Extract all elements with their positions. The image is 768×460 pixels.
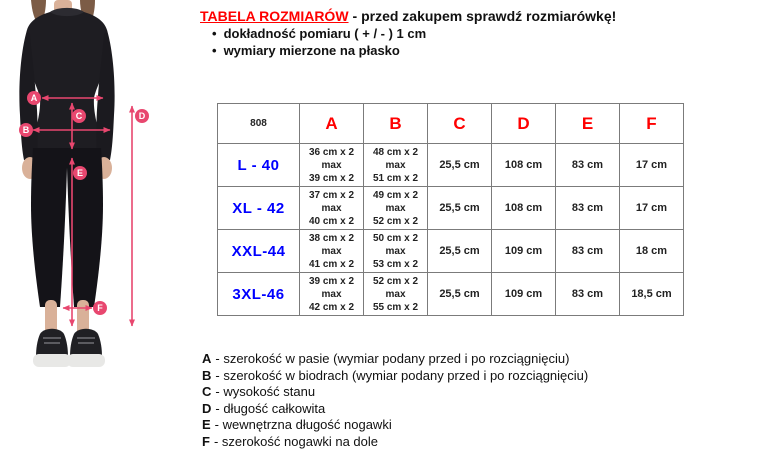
cell-e: 83 cm — [556, 144, 620, 187]
cell-line: max — [321, 159, 342, 171]
cell-d: 108 cm — [492, 144, 556, 187]
figure-marker-f: F — [93, 301, 107, 315]
cell-line: 55 cm x 2 — [372, 301, 419, 313]
table-header-row — [218, 104, 684, 144]
cell-line: max — [321, 288, 342, 300]
sweater — [19, 8, 114, 161]
cell-line: 52 cm x 2 — [372, 215, 419, 227]
size-label: 3XL-46 — [218, 273, 300, 316]
column-header-c: C — [428, 104, 492, 144]
figure-marker-b: B — [19, 123, 33, 137]
legend-desc: - szerokość nogawki na dole — [213, 433, 378, 449]
cell-line: max — [321, 202, 342, 214]
legend-item — [202, 351, 588, 368]
size-label: L - 40 — [218, 144, 300, 187]
model-illustration — [0, 0, 190, 420]
size-table — [217, 103, 684, 316]
cell-line: max — [321, 245, 342, 257]
legend-desc: - szerokość w pasie (wymiar podany przed i po rozciągnięciu) — [215, 351, 570, 366]
table-row — [218, 230, 684, 273]
sneakers — [33, 329, 105, 367]
legend-desc: - długość całkowita — [215, 400, 326, 416]
cell-line: max — [385, 245, 406, 257]
cell-line: 48 cm x 2 — [372, 146, 419, 158]
figure-marker-a: A — [27, 91, 41, 105]
cell-line: 49 cm x 2 — [372, 189, 419, 201]
cell-e: 83 cm — [556, 187, 620, 230]
figure-marker-e: E — [73, 166, 87, 180]
cell-d: 108 cm — [492, 187, 556, 230]
cell-a — [300, 144, 364, 187]
column-header-b: B — [364, 104, 428, 144]
cell-f: 17 cm — [620, 187, 684, 230]
cell-c: 25,5 cm — [428, 273, 492, 316]
cell-line: max — [385, 202, 406, 214]
cell-e: 83 cm — [556, 230, 620, 273]
cell-b — [364, 273, 428, 316]
cell-line: 39 cm x 2 — [308, 172, 355, 184]
legend-letter: E — [202, 417, 211, 432]
cell-c: 25,5 cm — [428, 187, 492, 230]
cell-f: 17 cm — [620, 144, 684, 187]
measurement-legend — [202, 351, 588, 450]
cell-line: 39 cm x 2 — [308, 275, 355, 287]
cell-line: 37 cm x 2 — [308, 189, 355, 201]
column-header-a: A — [300, 104, 364, 144]
legend-item — [202, 368, 588, 385]
legend-desc: - wysokość stanu — [215, 384, 316, 399]
cell-line: 38 cm x 2 — [308, 232, 355, 244]
figure-marker-c: C — [72, 109, 86, 123]
cell-d: 109 cm — [492, 230, 556, 273]
table-row — [218, 273, 684, 316]
legend-desc: - szerokość w biodrach (wymiar podany przed i po rozciągnięciu) — [215, 367, 589, 383]
legend-letter: C — [202, 384, 212, 399]
note-item: • wymiary mierzone na płasko — [212, 42, 426, 59]
cell-b — [364, 144, 428, 187]
cell-f: 18 cm — [620, 230, 684, 273]
table-row — [218, 144, 684, 187]
page-header — [200, 8, 616, 26]
column-header-d: D — [492, 104, 556, 144]
legend-item — [202, 384, 588, 401]
column-header-f: F — [620, 104, 684, 144]
cell-line: 40 cm x 2 — [308, 215, 355, 227]
cell-c: 25,5 cm — [428, 230, 492, 273]
table-row — [218, 187, 684, 230]
size-label: XL - 42 — [218, 187, 300, 230]
page-title-suffix: - przed zakupem sprawdź rozmiarówkę! — [352, 8, 617, 24]
cell-line: 50 cm x 2 — [372, 232, 419, 244]
cell-e: 83 cm — [556, 273, 620, 316]
cell-line: 42 cm x 2 — [308, 301, 355, 313]
note-item: • dokładność pomiaru ( + / - ) 1 cm — [212, 25, 426, 42]
cell-a — [300, 187, 364, 230]
legend-item — [202, 434, 588, 451]
cell-b — [364, 230, 428, 273]
cell-c: 25,5 cm — [428, 144, 492, 187]
legend-letter: F — [202, 433, 210, 449]
cell-a — [300, 230, 364, 273]
size-label: XXL-44 — [218, 230, 300, 273]
cell-line: 53 cm x 2 — [372, 258, 419, 270]
cell-line: 41 cm x 2 — [308, 258, 355, 270]
legend-item — [202, 401, 588, 418]
cell-f: 18,5 cm — [620, 273, 684, 316]
cell-d: 109 cm — [492, 273, 556, 316]
column-header-e: E — [556, 104, 620, 144]
cell-a — [300, 273, 364, 316]
legend-letter: A — [202, 351, 212, 366]
legend-desc: - wewnętrzna długość nogawki — [214, 417, 392, 432]
legend-item — [202, 417, 588, 434]
legend-letter: D — [202, 400, 212, 416]
page-title: TABELA ROZMIARÓW — [200, 8, 349, 24]
model-number: 808 — [218, 104, 300, 144]
figure-marker-d: D — [135, 109, 149, 123]
cell-line: max — [385, 288, 406, 300]
cell-b — [364, 187, 428, 230]
cell-line: 36 cm x 2 — [308, 146, 355, 158]
notes-list — [212, 25, 426, 59]
cell-line: 52 cm x 2 — [372, 275, 419, 287]
leggings — [31, 148, 103, 307]
cell-line: 51 cm x 2 — [372, 172, 419, 184]
legend-letter: B — [202, 367, 212, 383]
model-photo — [0, 0, 190, 420]
cell-line: max — [385, 159, 406, 171]
